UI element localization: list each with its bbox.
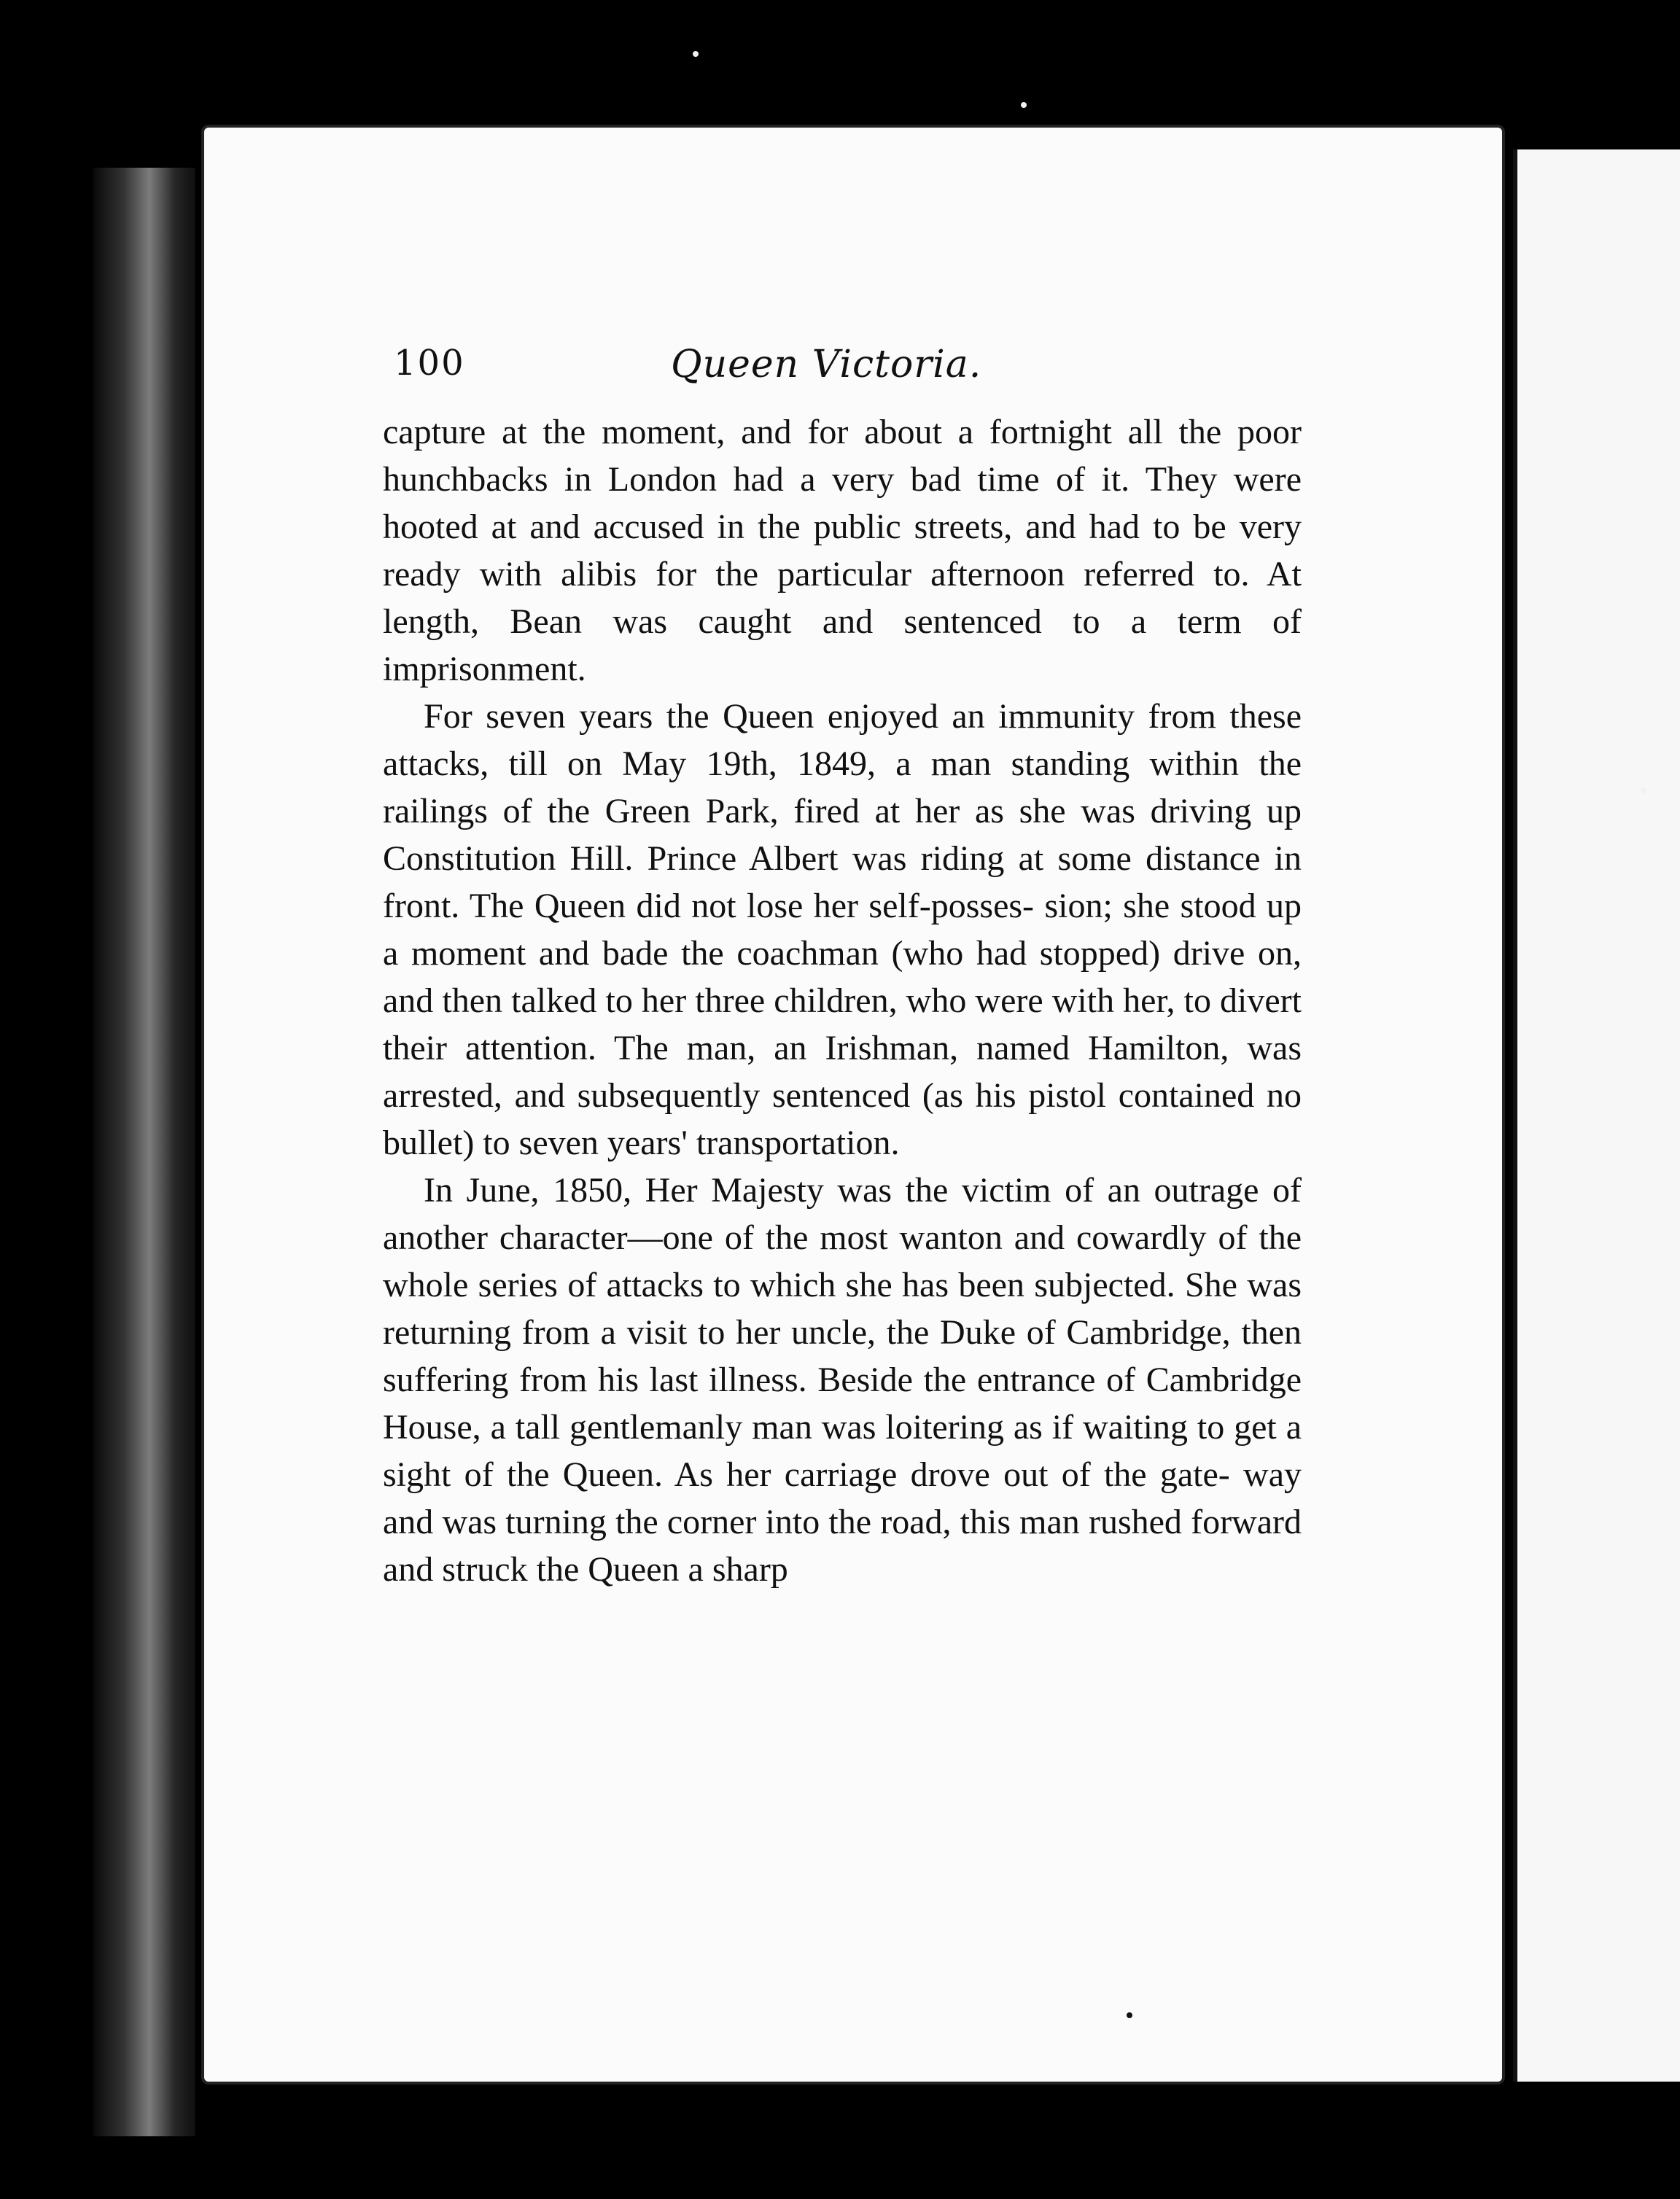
facing-page-edge [1513,149,1680,2082]
dust-speck [1127,2012,1132,2018]
running-title: Queen Victoria. [671,343,982,386]
body-text [383,408,1302,1593]
book-spine-edge [93,168,195,2136]
paragraph-3: In June, 1850, Her Majesty was the victim of an outrage of another character—one of the most wanton and cowardly of the whole series of attacks to which she has been subjected. She was returning from a visit to her uncle, the Duke of Cambridge, then suffering from his last illness. Beside the entrance of Cambridge House, a tall gentlemanly man was loitering as if waiting to get a sight of the Queen. As her carriage drove out of the gate- way and was turning the corner into the road, this man rushed forward and struck the Queen a sharp [383,1171,1302,1589]
paragraph-2: For seven years the Queen enjoyed an immunity from these attacks, till on May 19th, 1849, a man standing within the railings of the Green Park, fired at her as she was driving up Constitution Hill. Prince Albert was riding at some distance in front. The Queen did not lose her self-posses- sion; she stood up a moment and bade the coachman (who had stopped) drive on, and then talked to her three children, who were with her, to divert their attention. The man, an Irishman, named Hamilton, was arrested, and subsequently sentenced (as his pistol contained no bullet) to seven years' transportation. [383,697,1302,1162]
dust-speck [1641,787,1646,793]
page-header [394,343,992,401]
paragraph-1: capture at the moment, and for about a fortnight all the poor hunchbacks in London had a very bad time of it. They were hooted at and accused in the public streets, and had to be very ready with alibis for the particular afternoon referred to. At length, Bean was caught and sentenced to a term of imprisonment. [383,413,1302,688]
page-number: 100 [394,343,465,384]
dust-speck [693,51,699,57]
dust-speck [1021,102,1027,108]
